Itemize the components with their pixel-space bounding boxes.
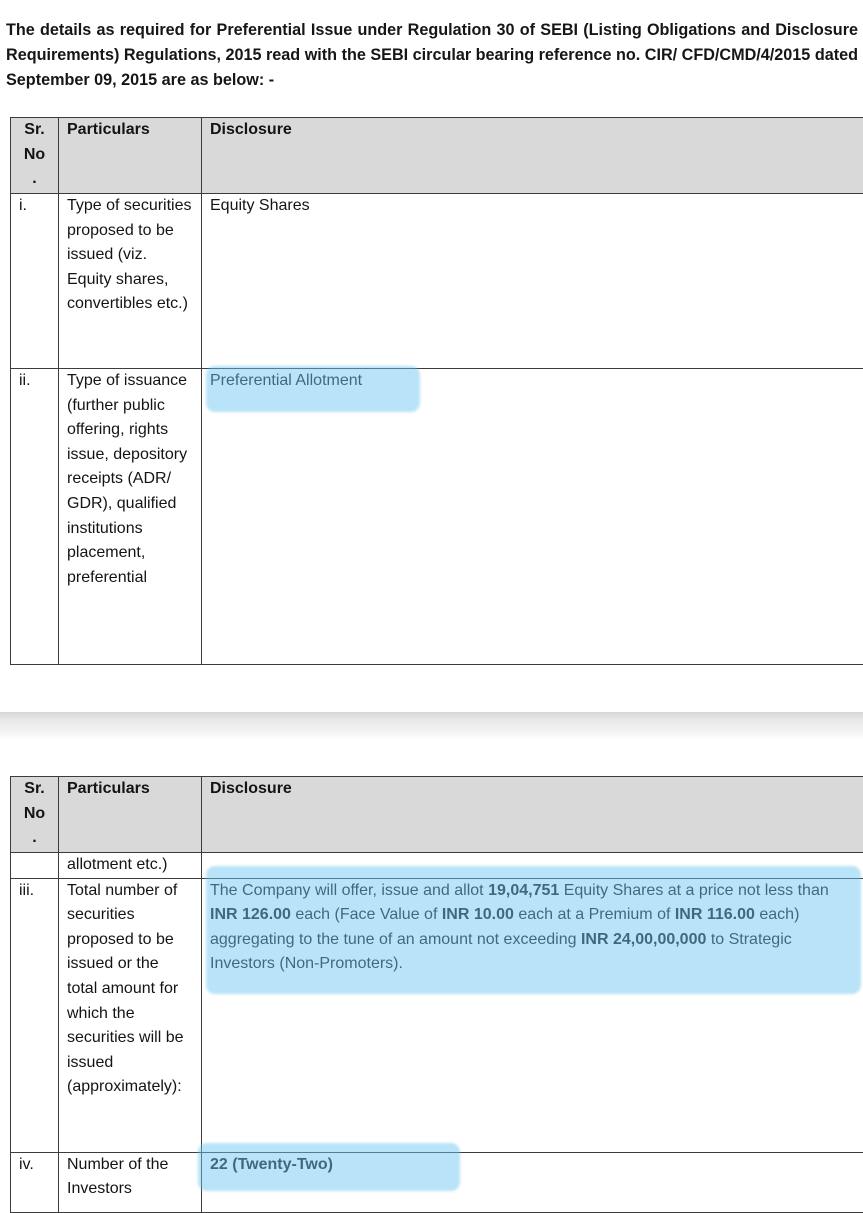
page-divider [0,712,863,739]
table-row [11,194,863,369]
particulars-header: Particulars [59,777,202,853]
row-srno: i. [11,194,59,369]
disclosure-table-page-1 [10,117,863,665]
disclosure-table-page-2 [10,776,863,1213]
particulars-header: Particulars [59,118,202,194]
row-particulars: Number of the Investors [59,1152,202,1212]
disclosure-header: Disclosure [202,777,863,853]
table-row [11,1152,863,1212]
table-header-row [11,118,863,194]
table-row [11,369,863,665]
row-disclosure: 22 (Twenty-Two) [202,1152,863,1212]
row-particulars: allotment etc.) [59,853,202,879]
row-srno [11,853,59,879]
srno-header: Sr. No . [11,118,59,194]
table-row-continuation [11,853,863,879]
srno-header: Sr. No . [11,777,59,853]
row-disclosure: Preferential Allotment [202,369,863,665]
row-srno: iv. [11,1152,59,1212]
disclosure-header: Disclosure [202,118,863,194]
row-particulars: Type of issuance (further public offering, rights issue, depository receipts (ADR/ GDR), qualified institutions placement, preferential [59,369,202,665]
row-particulars: Total number of securities proposed to be issued or the total amount for which the securities will be issued (approximately): [59,878,202,1152]
table-row [11,878,863,1152]
table-header-row [11,777,863,853]
row-srno: ii. [11,369,59,665]
intro-paragraph: The details as required for Preferential Issue under Regulation 30 of SEBI (Listing Obligations and Disclosure Requirements) Regulations, 2015 read with the SEBI circular bearing reference no. CIR/ CFD/CMD/4/2015 dated September 09, 2015 are as below: - [6,18,858,93]
row-disclosure: The Company will offer, issue and allot 19,04,751 Equity Shares at a price not less than INR 126.00 each (Face Value of INR 10.00 each at a Premium of INR 116.00 each) aggregating to the tune of an amount not exceeding INR 24,00,00,000 to Strategic Investors (Non-Promoters). [202,878,863,1152]
row-disclosure [202,853,863,879]
row-particulars: Type of securities proposed to be issued (viz. Equity shares, convertibles etc.) [59,194,202,369]
row-srno: iii. [11,878,59,1152]
row-disclosure: Equity Shares [202,194,863,369]
